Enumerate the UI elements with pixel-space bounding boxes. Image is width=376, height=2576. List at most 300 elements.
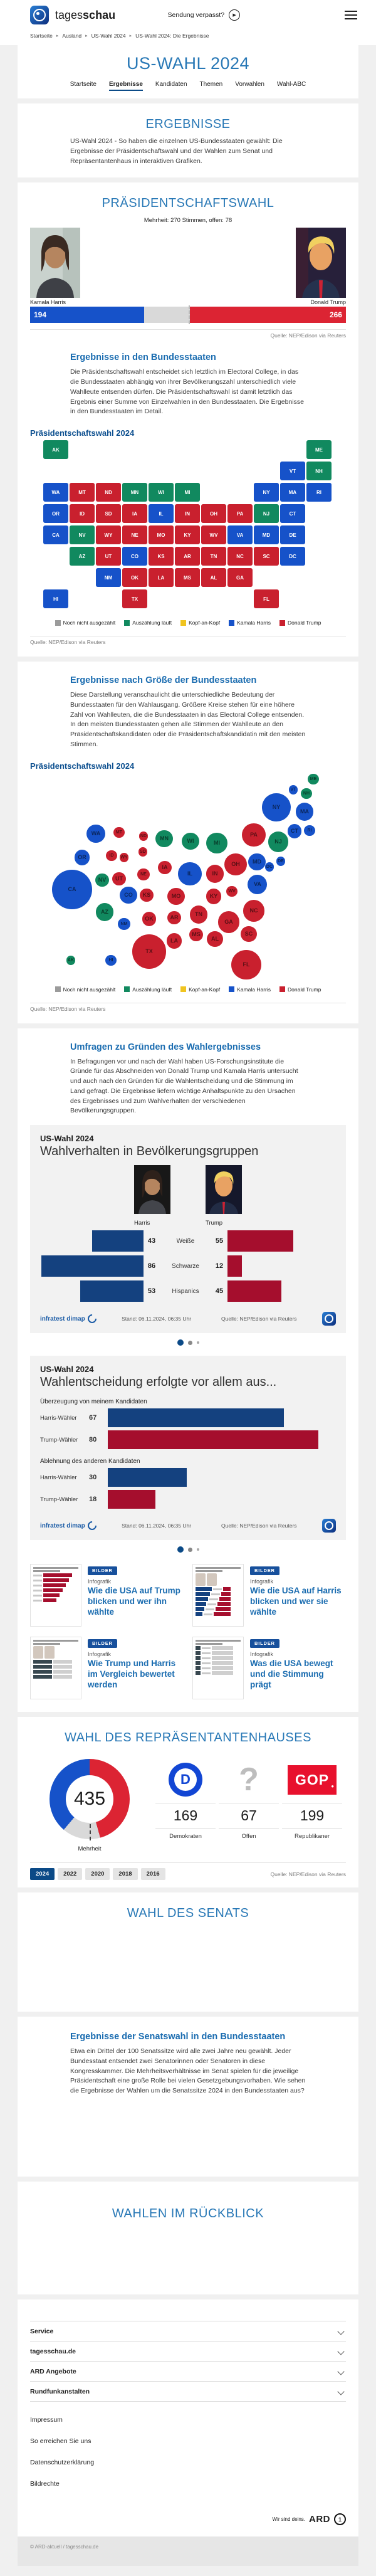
thumb-text-line	[196, 1567, 241, 1569]
state-bubble-WV[interactable]: WV	[226, 886, 237, 897]
year-button-2022[interactable]: 2022	[58, 1868, 82, 1880]
state-bubble-IA[interactable]: IA	[158, 861, 171, 874]
thumb-bar	[33, 1675, 52, 1679]
thumb-bar-row	[33, 1670, 78, 1674]
state-tile-MT[interactable]: MT	[70, 483, 95, 502]
state-tile-NM[interactable]: NM	[96, 568, 121, 587]
thumb-bar	[216, 1607, 231, 1611]
footer-accordion-label: tagesschau.de	[30, 2347, 76, 2355]
legend-label: Kopf-an-Kopf	[189, 620, 221, 626]
thumb-bar	[33, 1660, 52, 1664]
article-card[interactable]	[192, 1564, 346, 1627]
thumb-bar	[196, 1607, 204, 1611]
chart2-footer	[40, 1519, 336, 1533]
state-tile-OK[interactable]: OK	[122, 568, 147, 587]
state-tile-OR[interactable]: OR	[43, 504, 68, 523]
ergebnisse-card	[18, 103, 358, 177]
state-tile-AR[interactable]: AR	[175, 547, 200, 566]
chevron-down-icon	[337, 2388, 344, 2395]
brand-wordmark[interactable]: tagesschau	[55, 8, 116, 21]
year-buttons	[30, 1868, 169, 1880]
article-title[interactable]: Was die USA bewegt und die Stimmung prägt	[250, 1659, 333, 1689]
chevron-down-icon	[337, 2368, 344, 2375]
house-chart	[30, 1756, 346, 1852]
voter-label: Trump-Wähler	[40, 1496, 78, 1503]
house-donut-col	[30, 1756, 149, 1852]
state-tile-NJ[interactable]: NJ	[254, 504, 279, 523]
thumb-bar-row	[196, 1656, 241, 1660]
thumb-bar	[217, 1602, 231, 1606]
thumb-bar	[53, 1660, 72, 1664]
state-bubble-UT[interactable]: UT	[112, 872, 125, 885]
state-bubble-WY[interactable]: WY	[120, 853, 129, 862]
choropleth-map-label: Präsidentschaftswahl 2024	[30, 428, 135, 438]
state-tile-NV[interactable]: NV	[70, 525, 95, 544]
size-section-card	[18, 662, 358, 1023]
state-tile-TX[interactable]: TX	[122, 589, 147, 608]
bubble-map-label: Präsidentschaftswahl 2024	[30, 761, 135, 771]
voter-value: 18	[89, 1496, 97, 1503]
state-tile-WA[interactable]: WA	[43, 483, 68, 502]
open-label: Offen	[241, 1833, 256, 1840]
state-tile-VT[interactable]: VT	[280, 462, 305, 480]
state-tile-MA[interactable]: MA	[280, 483, 305, 502]
menu-icon[interactable]	[345, 11, 357, 19]
thumb-stub	[202, 1652, 211, 1654]
footer-accordion-ardangebote[interactable]	[30, 2361, 346, 2381]
state-tile-IL[interactable]: IL	[149, 504, 174, 523]
ergebnisse-text: US-Wahl 2024 - So haben die einzelnen US-Bundesstaaten gewählt: Die Ergebnisse der Präsidentschaftswahl und der Wahlen zum Senat und Repräsentantenhaus in interaktiven Grafiken.	[70, 137, 283, 165]
sendung-verpasst-button[interactable]	[168, 9, 240, 21]
thumb-bar-row	[196, 1592, 241, 1596]
demographics-row	[40, 1280, 336, 1302]
thumb-stub	[209, 1598, 218, 1600]
demographics-chart	[30, 1125, 346, 1333]
thumb-bar	[196, 1602, 206, 1606]
thumb-bar	[196, 1592, 210, 1596]
state-tile-RI[interactable]: RI	[306, 483, 332, 502]
decision-group-label: Überzeugung von meinem Kandidaten	[40, 1398, 147, 1405]
state-bubble-NH[interactable]: NH	[301, 788, 311, 799]
house-source: Quelle: NEP/Edison via Reuters	[270, 1871, 346, 1877]
state-bubble-GA[interactable]: GA	[218, 911, 239, 932]
ergebnisse-title: ERGEBNISSE	[145, 117, 231, 131]
chart2-kicker: US-Wahl 2024	[40, 1365, 94, 1374]
article-card[interactable]	[30, 1637, 184, 1699]
article-thumbnail	[192, 1564, 244, 1627]
footer-link-soerreichensieuns[interactable]: So erreichen Sie uns	[30, 2437, 91, 2445]
state-bubble-CA[interactable]: CA	[52, 870, 91, 909]
thumb-bar	[43, 1593, 60, 1597]
state-tile-DC[interactable]: DC	[280, 547, 305, 566]
article-card[interactable]	[30, 1564, 184, 1627]
state-tile-MD[interactable]: MD	[254, 525, 279, 544]
state-bubble-DE[interactable]: DE	[276, 857, 286, 866]
state-tile-PA[interactable]: PA	[227, 504, 253, 523]
state-bubble-AZ[interactable]: AZ	[96, 903, 114, 921]
legend-label: Kamala Harris	[237, 986, 271, 993]
state-bubble-SC[interactable]: SC	[241, 926, 257, 942]
state-bubble-OK[interactable]: OK	[142, 912, 157, 926]
thumb-stub	[213, 1588, 222, 1590]
thumb-stub	[207, 1603, 216, 1605]
state-tile-MI[interactable]: MI	[175, 483, 200, 502]
legend-item-harris	[229, 986, 271, 993]
state-tile-HI[interactable]: HI	[43, 589, 68, 608]
tab-vorwahlen[interactable]: Vorwahlen	[235, 81, 264, 88]
state-tile-ND[interactable]: ND	[96, 483, 121, 502]
ard-footer-logo	[30, 2497, 346, 2536]
state-bubble-NM[interactable]: NM	[118, 918, 130, 930]
footer-accordion-label: Service	[30, 2327, 54, 2335]
state-bubble-MT[interactable]: MT	[113, 827, 124, 838]
state-tile-UT[interactable]: UT	[96, 547, 121, 566]
thumb-stub	[33, 1600, 42, 1602]
state-bubble-NJ[interactable]: NJ	[268, 831, 288, 852]
donald-trump-photo	[296, 228, 346, 298]
harris-name: Kamala Harris	[30, 299, 66, 306]
carousel-dot[interactable]	[188, 1548, 192, 1552]
title-card	[18, 45, 358, 98]
bubble-map	[30, 773, 346, 981]
thumb-photo	[44, 1646, 55, 1659]
state-tile-GA[interactable]: GA	[227, 568, 253, 587]
state-bubble-ME[interactable]: ME	[308, 774, 318, 784]
carousel-dot[interactable]	[197, 1341, 199, 1344]
nav-tabs	[18, 80, 358, 98]
chart2-stand: Stand: 06.11.2024, 06:35 Uhr	[122, 1523, 192, 1529]
thumb-bar-row	[33, 1588, 78, 1592]
state-bubble-KY[interactable]: KY	[206, 889, 221, 904]
ard-wordmark: ARD	[309, 2514, 330, 2525]
pres-title: PRÄSIDENTSCHAFTSWAHL	[102, 196, 274, 211]
voter-bar	[108, 1430, 318, 1449]
state-bubble-IN[interactable]: IN	[206, 865, 224, 883]
state-bubble-PA[interactable]: PA	[242, 823, 265, 847]
state-tile-AL[interactable]: AL	[201, 568, 226, 587]
breadcrumb	[0, 30, 376, 45]
state-tile-SC[interactable]: SC	[254, 547, 279, 566]
decision-group-label: Ablehnung des anderen Kandidaten	[40, 1458, 140, 1465]
ard-slogan: Wir sind deins.	[272, 2516, 305, 2522]
tab-startseite[interactable]: Startseite	[70, 81, 97, 88]
year-button-2018[interactable]: 2018	[113, 1868, 137, 1880]
sendung-verpasst-label: Sendung verpasst?	[167, 11, 225, 19]
footer-accordion-service[interactable]	[30, 2321, 346, 2341]
state-tile-IA[interactable]: IA	[122, 504, 147, 523]
state-bubble-VA[interactable]: VA	[248, 875, 267, 894]
state-bubble-SD[interactable]: SD	[138, 847, 148, 857]
article-title[interactable]: Wie Trump und Harris im Vergleich bewertet werden	[88, 1659, 176, 1689]
state-tile-WY[interactable]: WY	[96, 525, 121, 544]
majority-marker	[189, 305, 190, 324]
state-tile-MS[interactable]: MS	[175, 568, 200, 587]
thumb-bar	[33, 1670, 52, 1674]
footer-link-datenschutzerklrung[interactable]: Datenschutzerklärung	[30, 2459, 95, 2466]
state-bubble-FL[interactable]: FL	[231, 950, 261, 979]
house-total: 435	[73, 1788, 106, 1809]
state-tile-MO[interactable]: MO	[149, 525, 174, 544]
state-bubble-ID[interactable]: ID	[106, 850, 117, 861]
state-tile-CT[interactable]: CT	[280, 504, 305, 523]
voter-label: Harris-Wähler	[40, 1474, 77, 1481]
article-kicker: Infografik	[250, 1578, 274, 1585]
decision-chart	[30, 1356, 346, 1540]
thumb-text-line	[33, 1567, 78, 1569]
bilder-badge: BILDER	[88, 1566, 117, 1575]
map-legend	[18, 615, 358, 630]
legend-swatch-trump	[279, 986, 285, 992]
state-bubble-OR[interactable]: OR	[75, 850, 90, 865]
harris-bar	[80, 1280, 144, 1302]
page-footer	[18, 2299, 358, 2566]
chevron-down-icon	[337, 2328, 344, 2335]
ard-logo	[322, 1519, 336, 1533]
chevron-down-icon	[337, 2348, 344, 2355]
senat-card	[18, 1892, 358, 2012]
thumb-text-line	[33, 1640, 78, 1642]
state-tile-ME[interactable]: ME	[306, 440, 332, 459]
article-text-col	[250, 1564, 346, 1627]
state-bubble-MA[interactable]: MA	[296, 803, 314, 821]
bilder-badge: BILDER	[250, 1566, 279, 1575]
thumb-bar	[212, 1651, 233, 1655]
state-bubble-AK[interactable]: AK	[66, 956, 76, 965]
state-tile-IN[interactable]: IN	[175, 504, 200, 523]
footer-link-bildrechte[interactable]: Bildrechte	[30, 2480, 60, 2488]
play-icon: ▶	[229, 9, 240, 21]
article-title[interactable]: Wie die USA auf Trump blicken und wer ihn wählte	[88, 1586, 180, 1617]
breadcrumb-item[interactable]: US-Wahl 2024	[91, 33, 126, 39]
footer-accordion-tagesschaude[interactable]	[30, 2341, 346, 2361]
decision-row	[40, 1490, 336, 1509]
state-bubble-TX[interactable]: TX	[132, 934, 166, 968]
dem-label: Demokraten	[169, 1833, 202, 1840]
state-tile-AZ[interactable]: AZ	[70, 547, 95, 566]
article-thumbnail	[30, 1637, 81, 1699]
state-tile-LA[interactable]: LA	[149, 568, 174, 587]
state-bubble-WA[interactable]: WA	[86, 825, 105, 843]
tab-kandidaten[interactable]: Kandidaten	[155, 81, 187, 88]
democrats-logo: D	[169, 1763, 202, 1797]
state-tile-MN[interactable]: MN	[122, 483, 147, 502]
state-tile-NC[interactable]: NC	[227, 547, 253, 566]
breadcrumb-item[interactable]: Startseite	[30, 33, 53, 39]
state-bubble-HI[interactable]: HI	[105, 955, 116, 966]
bubble-source: Quelle: NEP/Edison via Reuters	[30, 1003, 346, 1012]
trump-bar-area	[227, 1280, 331, 1302]
legend-swatch-counting	[124, 986, 130, 992]
thumb-square	[196, 1666, 201, 1670]
state-tile-NH[interactable]: NH	[306, 462, 332, 480]
state-bubble-KS[interactable]: KS	[140, 889, 153, 902]
state-bubble-NE[interactable]: NE	[137, 868, 149, 880]
state-tile-VA[interactable]: VA	[227, 525, 253, 544]
thumb-bar	[196, 1612, 202, 1616]
chart1-source: Quelle: NEP/Edison via Reuters	[221, 1316, 297, 1322]
year-button-2020[interactable]: 2020	[85, 1868, 110, 1880]
thumb-stub	[202, 1647, 211, 1649]
article-kicker: Infografik	[88, 1651, 112, 1657]
house-stat-dem	[155, 1760, 216, 1852]
state-tile-KY[interactable]: KY	[175, 525, 200, 544]
states-heading: Ergebnisse in den Bundesstaaten	[70, 352, 216, 363]
thumb-stub	[33, 1595, 42, 1597]
state-bubble-AR[interactable]: AR	[167, 911, 180, 924]
chart1-title: Wahlverhalten in Bevölkerungsgruppen	[40, 1144, 259, 1158]
trump-value: 55	[215, 1237, 224, 1245]
state-tile-WI[interactable]: WI	[149, 483, 174, 502]
open-votes-segment	[144, 307, 190, 323]
state-bubble-NY[interactable]: NY	[262, 793, 291, 822]
thumb-bar-row	[196, 1602, 241, 1606]
state-bubble-ND[interactable]: ND	[139, 831, 149, 841]
question-mark-icon: ?	[239, 1761, 259, 1798]
state-tile-CA[interactable]: CA	[43, 525, 68, 544]
trump-bar-area	[227, 1230, 331, 1252]
state-bubble-MO[interactable]: MO	[167, 888, 184, 905]
infratest-dimap-logo: infratest dimap	[40, 1521, 97, 1530]
state-tile-CO[interactable]: CO	[122, 547, 147, 566]
state-bubble-MN[interactable]: MN	[155, 830, 172, 847]
article-teasers	[30, 1564, 346, 1712]
thumb-stub	[202, 1657, 211, 1659]
thumb-bar-row	[33, 1583, 78, 1587]
article-title[interactable]: Wie die USA auf Harris blicken und wer sie wählte	[250, 1586, 342, 1617]
legend-label: Noch nicht ausgezählt	[63, 986, 116, 993]
states-text: Die Präsidentschaftswahl entscheidet sich letztlich im Electoral College, in das die Bundesstaaten abhängig von ihrer Bevölkerungszahl unterschiedlich viele Wahlleute entsenden dürfen. Die Präsidentschaftswahl ist damit letztlich das Ergebnis einer Summe von Einzelwahlen in den Bundesstaaten. Die Ergebnisse in den Bundesstaaten im Detail.	[70, 368, 304, 416]
tagesschau-logo[interactable]	[30, 6, 49, 24]
state-tile-FL[interactable]: FL	[254, 589, 279, 608]
tab-ergebnisse[interactable]: Ergebnisse	[109, 81, 143, 91]
legend-label: Kamala Harris	[237, 620, 271, 626]
trump-chart-photo	[206, 1165, 242, 1227]
thumb-bar-row	[196, 1587, 241, 1591]
chart1-trump-label: Trump	[206, 1220, 223, 1227]
thumb-bar-row	[196, 1607, 241, 1611]
legend-item-open	[55, 620, 116, 626]
footer-link-impressum[interactable]: Impressum	[30, 2416, 63, 2424]
legend-label: Auszählung läuft	[132, 986, 172, 993]
house-stats	[149, 1756, 346, 1852]
legend-label: Kopf-an-Kopf	[189, 986, 221, 993]
footer-accordion-label: ARD Angebote	[30, 2367, 76, 2375]
state-bubble-RI[interactable]: RI	[304, 825, 315, 836]
trump-bar-area	[227, 1255, 331, 1277]
thumb-bar	[53, 1670, 72, 1674]
state-tile-NE[interactable]: NE	[122, 525, 147, 544]
rueckblick-card	[18, 2182, 358, 2294]
legend-label: Noch nicht ausgezählt	[63, 620, 116, 626]
house-stat-open	[219, 1760, 279, 1852]
thumb-stub	[202, 1672, 211, 1674]
state-bubble-MD[interactable]: MD	[248, 853, 265, 870]
thumb-stub	[33, 1575, 42, 1576]
carousel-dot[interactable]	[177, 1339, 184, 1346]
state-bubble-MI[interactable]: MI	[206, 833, 227, 853]
state-tile-OH[interactable]: OH	[201, 504, 226, 523]
carousel-dot[interactable]	[197, 1548, 199, 1551]
house-stat-gop	[282, 1760, 342, 1852]
harris-bar-area	[40, 1230, 144, 1252]
state-tile-NY[interactable]: NY	[254, 483, 279, 502]
state-tile-TN[interactable]: TN	[201, 547, 226, 566]
thumb-bar	[196, 1587, 212, 1591]
thumb-bar-row	[33, 1598, 78, 1602]
state-bubble-MS[interactable]: MS	[189, 928, 202, 941]
thumb-stub	[202, 1662, 211, 1664]
state-tile-KS[interactable]: KS	[149, 547, 174, 566]
state-bubble-LA[interactable]: LA	[167, 933, 182, 948]
legend-item-trump	[279, 986, 321, 993]
thumb-bar	[196, 1597, 208, 1601]
thumb-bar-row	[33, 1578, 78, 1582]
state-tile-SD[interactable]: SD	[96, 504, 121, 523]
choropleth-source: Quelle: NEP/Edison via Reuters	[30, 636, 346, 645]
state-tile-DE[interactable]: DE	[280, 525, 305, 544]
state-bubble-IL[interactable]: IL	[178, 862, 201, 885]
tab-themen[interactable]: Themen	[199, 81, 223, 88]
page-title: US-WAHL 2024	[126, 54, 250, 73]
article-thumbnail	[30, 1564, 81, 1627]
state-bubble-AL[interactable]: AL	[207, 931, 223, 948]
chart1-footer	[40, 1312, 336, 1326]
thumb-bar	[43, 1588, 63, 1592]
legend-swatch-open	[55, 620, 61, 626]
state-bubble-WI[interactable]: WI	[182, 833, 199, 850]
state-tile-ID[interactable]: ID	[70, 504, 95, 523]
tab-wahlabc[interactable]: Wahl-ABC	[276, 81, 306, 88]
rueckblick-title: WAHLEN IM RÜCKBLICK	[112, 2207, 264, 2220]
app-header	[0, 0, 376, 30]
state-bubble-VT[interactable]: VT	[289, 785, 298, 794]
legend-item-harris	[229, 620, 271, 626]
voter-value: 67	[89, 1414, 97, 1422]
state-bubble-CT[interactable]: CT	[288, 824, 302, 838]
chart1-kicker: US-Wahl 2024	[40, 1134, 94, 1143]
year-button-2024[interactable]: 2024	[30, 1868, 55, 1880]
footer-accordion-rundfunkanstalten[interactable]	[30, 2381, 346, 2402]
carousel-dot[interactable]	[177, 1546, 184, 1553]
bilder-badge: BILDER	[250, 1639, 279, 1648]
legend-item-tie	[180, 986, 220, 993]
thumb-square	[196, 1646, 201, 1650]
carousel-dot[interactable]	[188, 1341, 192, 1345]
gop-logo: GOP ●	[288, 1765, 337, 1795]
state-bubble-OH[interactable]: OH	[224, 853, 246, 875]
electoral-college-bar	[30, 307, 346, 323]
state-tile-WV[interactable]: WV	[201, 525, 226, 544]
breadcrumb-item[interactable]: US-Wahl 2024: Die Ergebnisse	[135, 33, 209, 39]
year-button-2016[interactable]: 2016	[141, 1868, 165, 1880]
harris-votes: 194	[34, 310, 47, 320]
breadcrumb-item[interactable]: Ausland	[62, 33, 82, 39]
state-tile-AK[interactable]: AK	[43, 440, 68, 459]
demographics-row	[40, 1255, 336, 1277]
state-bubble-TN[interactable]: TN	[190, 905, 208, 924]
article-card[interactable]	[192, 1637, 346, 1699]
senate-states-text: Etwa ein Drittel der 100 Senatssitze wird alle zwei Jahre neu gewählt. Jeder Bundesstaat entsendet zwei Senatorinnen oder Senatoren in diese Kongresskammer. Die Mehrheitsverhältnisse im Senat spielen für die jeweilige Präsidentschaft eine große Rolle bei vielen Gesetzgebungsvorhaben. Wie sehen die Ergebnisse der Wahlen um die Senatssitze 2024 in den Bundesstaaten aus?	[70, 2047, 306, 2094]
state-bubble-NC[interactable]: NC	[243, 900, 264, 921]
state-bubble-NV[interactable]: NV	[95, 874, 108, 887]
state-bubble-CO[interactable]: CO	[120, 887, 137, 904]
house-majority-marker	[90, 1824, 91, 1840]
carousel-dots	[18, 1540, 358, 1554]
harris-votes-segment	[30, 307, 144, 323]
chart2-source: Quelle: NEP/Edison via Reuters	[221, 1523, 297, 1529]
state-bubble-DC[interactable]: DC	[265, 862, 274, 872]
thumb-bar-row	[196, 1671, 241, 1675]
